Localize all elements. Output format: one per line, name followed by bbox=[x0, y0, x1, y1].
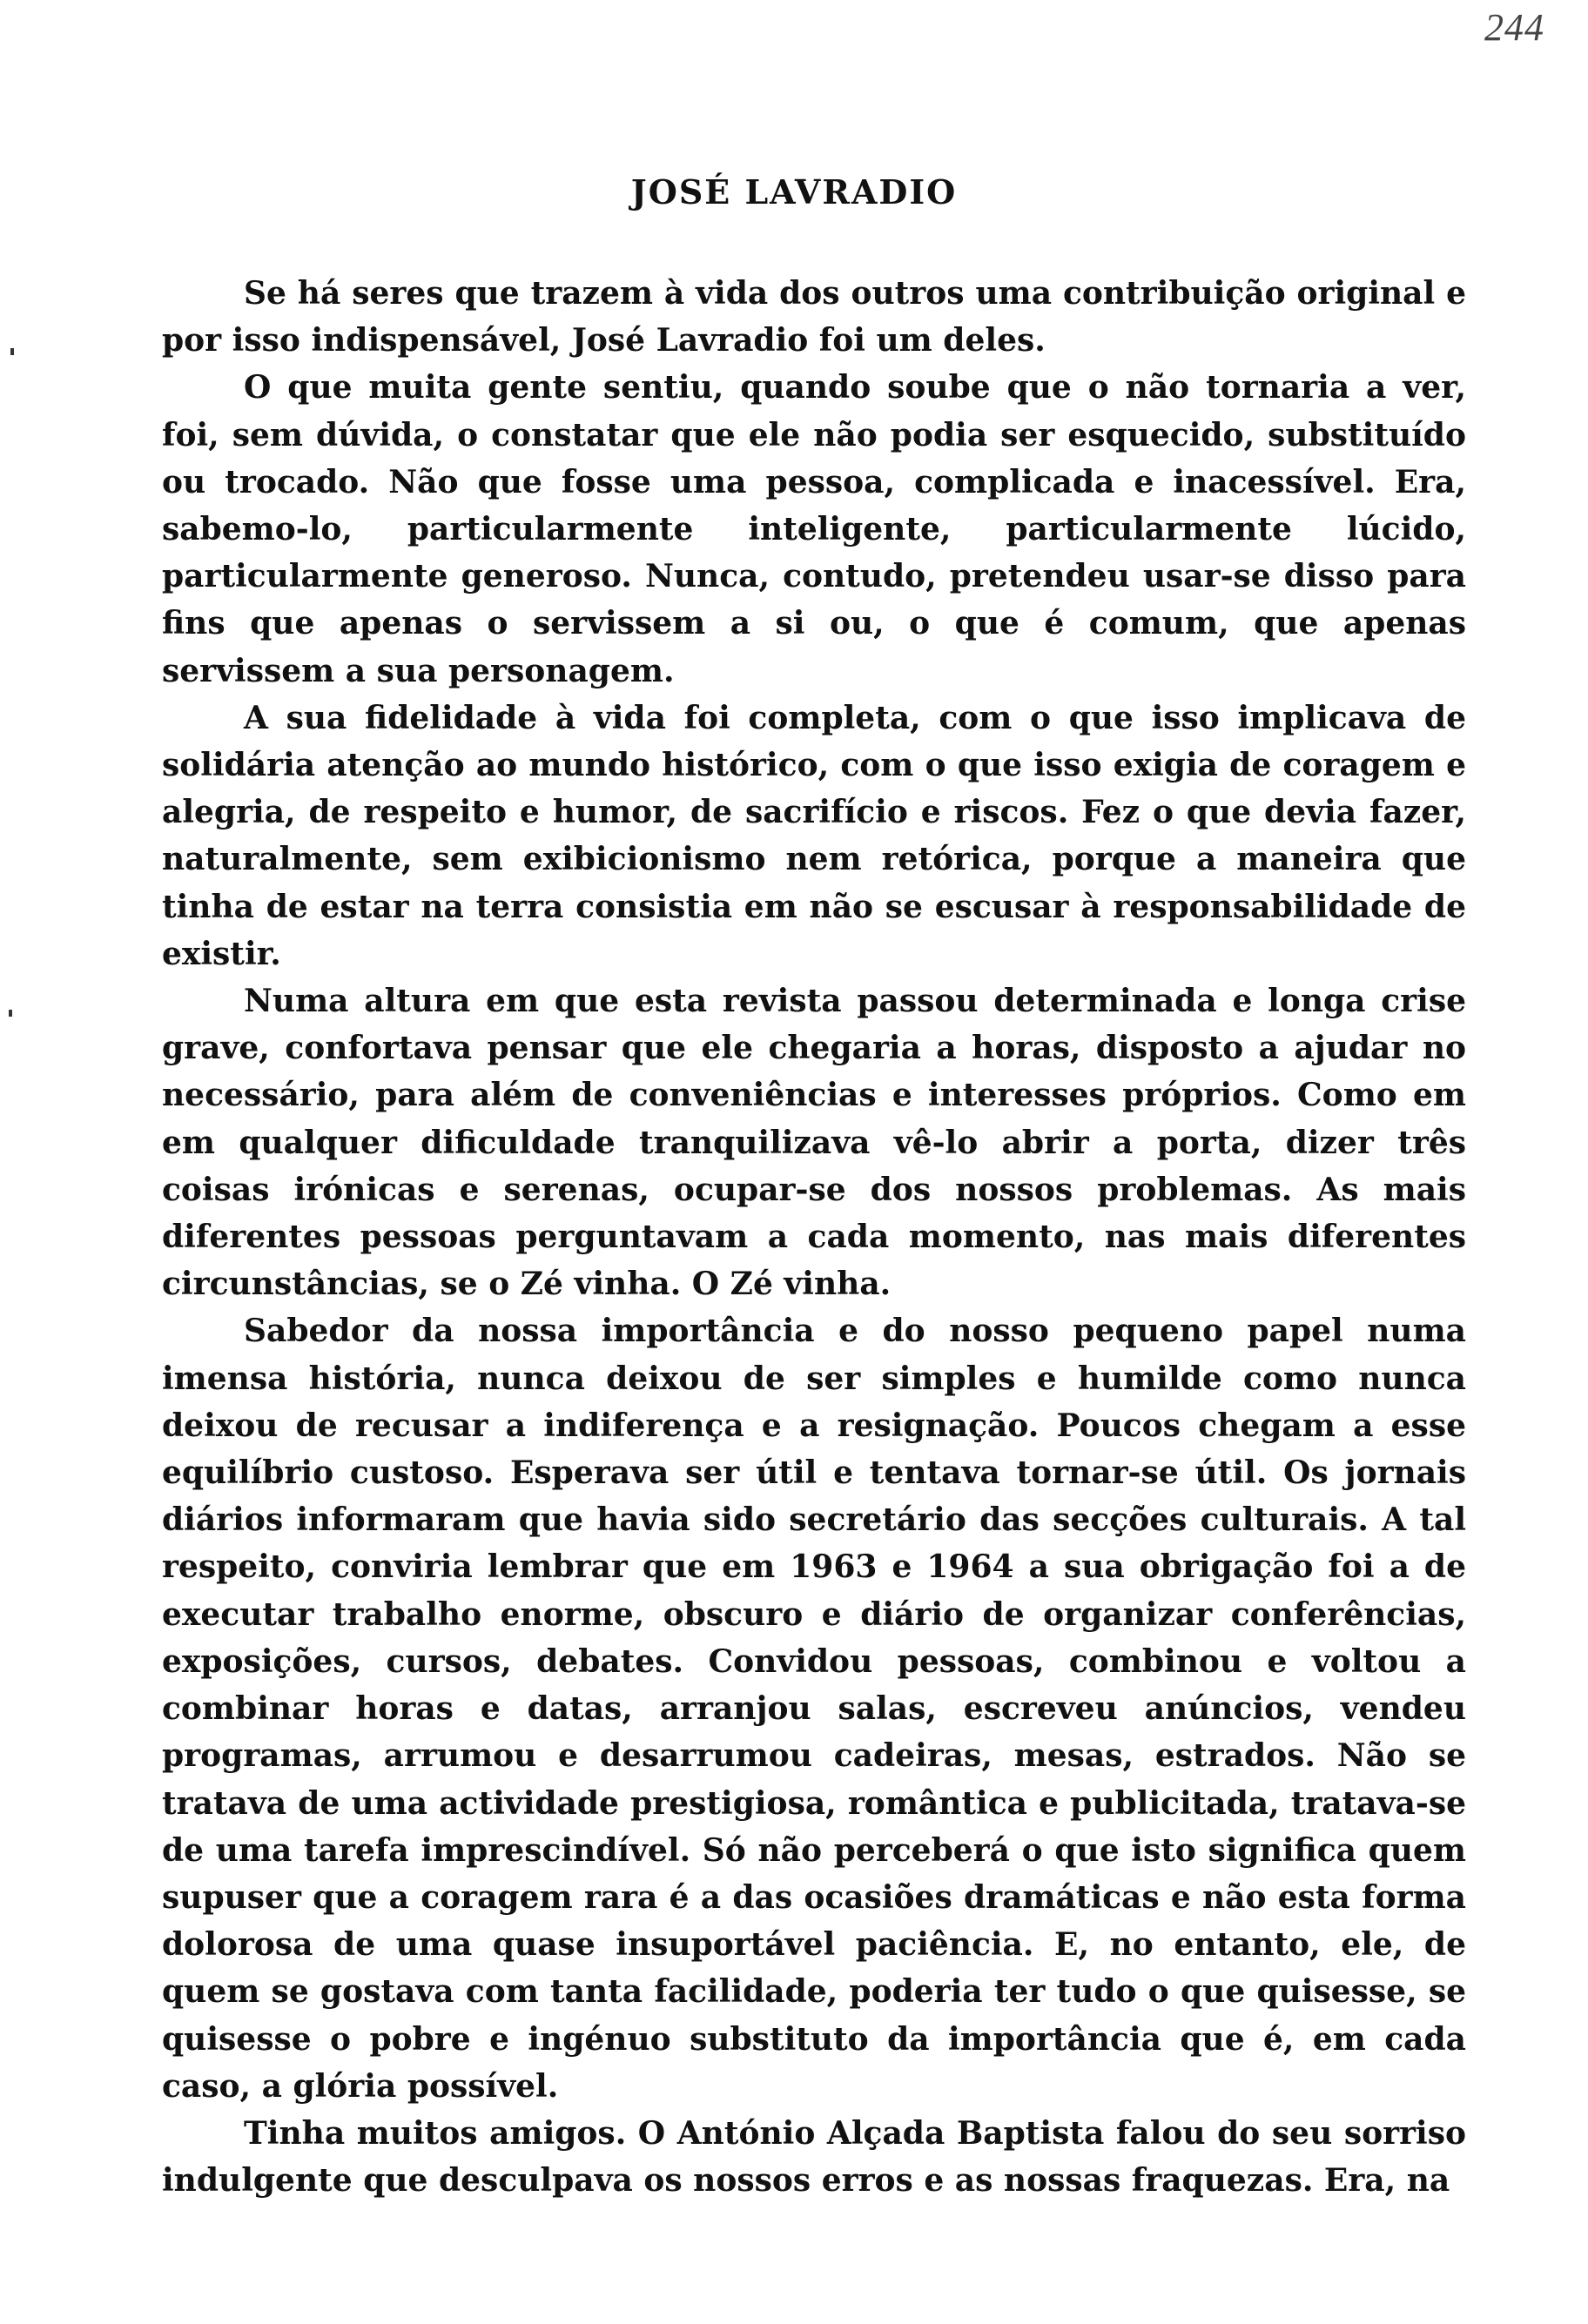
paragraph-4: Numa altura em que esta revista passou determinada e longa crise grave, confortava pensar que ele chegaria a horas, disposto a ajudar no necessário, para além de conveniências e interesses próprios. Como em em qualquer dificuldade tranquilizava vê-lo abrir a porta, dizer três coisas irónicas e serenas, ocupar-se dos nossos problemas. As mais diferentes pessoas perguntavam a cada momento, nas mais diferentes circunstâncias, se o Zé vinha. O Zé vinha. bbox=[162, 983, 1466, 1303]
paragraph-3: A sua fidelidade à vida foi completa, com o que isso implicava de solidária atenção ao mundo histórico, com o que isso exigia de coragem e alegria, de respeito e humor, de sacrifício e riscos. Fez o que devia fazer, naturalmente, sem exibicionismo nem retórica, porque a maneira que tinha de estar na terra consistia em não se escusar à responsabilidade de existir. bbox=[162, 699, 1466, 972]
margin-speck bbox=[10, 348, 14, 355]
paragraph-1: Se há seres que trazem à vida dos outros uma contribuição original e por isso indispensável, José Lavradio foi um deles. bbox=[162, 275, 1466, 359]
paragraph-5: Sabedor da nossa importância e do nosso pequeno papel numa imensa história, nunca deixou de ser simples e humilde como nunca deixou de recusar a indiferença e a resignação. Poucos chegam a esse equilíbrio custoso. Esperava ser útil e tentava tornar-se útil. Os jornais diários informaram que havia sido secretário das secções culturais. A tal respeito, conviria lembrar que em 1963 e 1964 a sua obrigação foi a de executar trabalho enorme, obscuro e diário de organizar conferências, exposições, cursos, debates. Convidou pessoas, combinou e voltou a combinar horas e datas, arranjou salas, escreveu anúncios, vendeu programas, arrumou e desarrumou cadeiras, mesas, estrados. Não se tratava de uma actividade prestigiosa, romântica e publicitada, tratava-se de uma tarefa imprescindível. Só não perceberá o que isto significa quem supuser que a coragem rara é a das ocasiões dramáticas e não esta forma dolorosa de uma quase insuportável paciência. E, no entanto, ele, de quem se gostava com tanta facilidade, poderia ter tudo o que quisesse, se quisesse o pobre e ingénuo substituto da importância que é, em cada caso, a glória possível. bbox=[162, 1313, 1466, 2105]
page-number: 244 bbox=[1484, 6, 1544, 49]
margin-speck bbox=[9, 1010, 12, 1017]
article-body bbox=[162, 270, 1466, 2204]
article-title: JOSÉ LAVRADIO bbox=[630, 172, 958, 212]
paragraph-6: Tinha muitos amigos. O António Alçada Baptista falou do seu sorriso indulgente que desculpava os nossos erros e as nossas fraquezas. Era, na bbox=[162, 2114, 1466, 2200]
paragraph-2: O que muita gente sentiu, quando soube que o não tornaria a ver, foi, sem dúvida, o constatar que ele não podia ser esquecido, substituído ou trocado. Não que fosse uma pessoa, complicada e inacessível. Era, sabemo-lo, particularmente inteligente, particularmente lúcido, particularmente generoso. Nunca, contudo, pretendeu usar-se disso para fins que apenas o servissem a si ou, o que é comum, que apenas servissem a sua personagem. bbox=[162, 369, 1466, 689]
